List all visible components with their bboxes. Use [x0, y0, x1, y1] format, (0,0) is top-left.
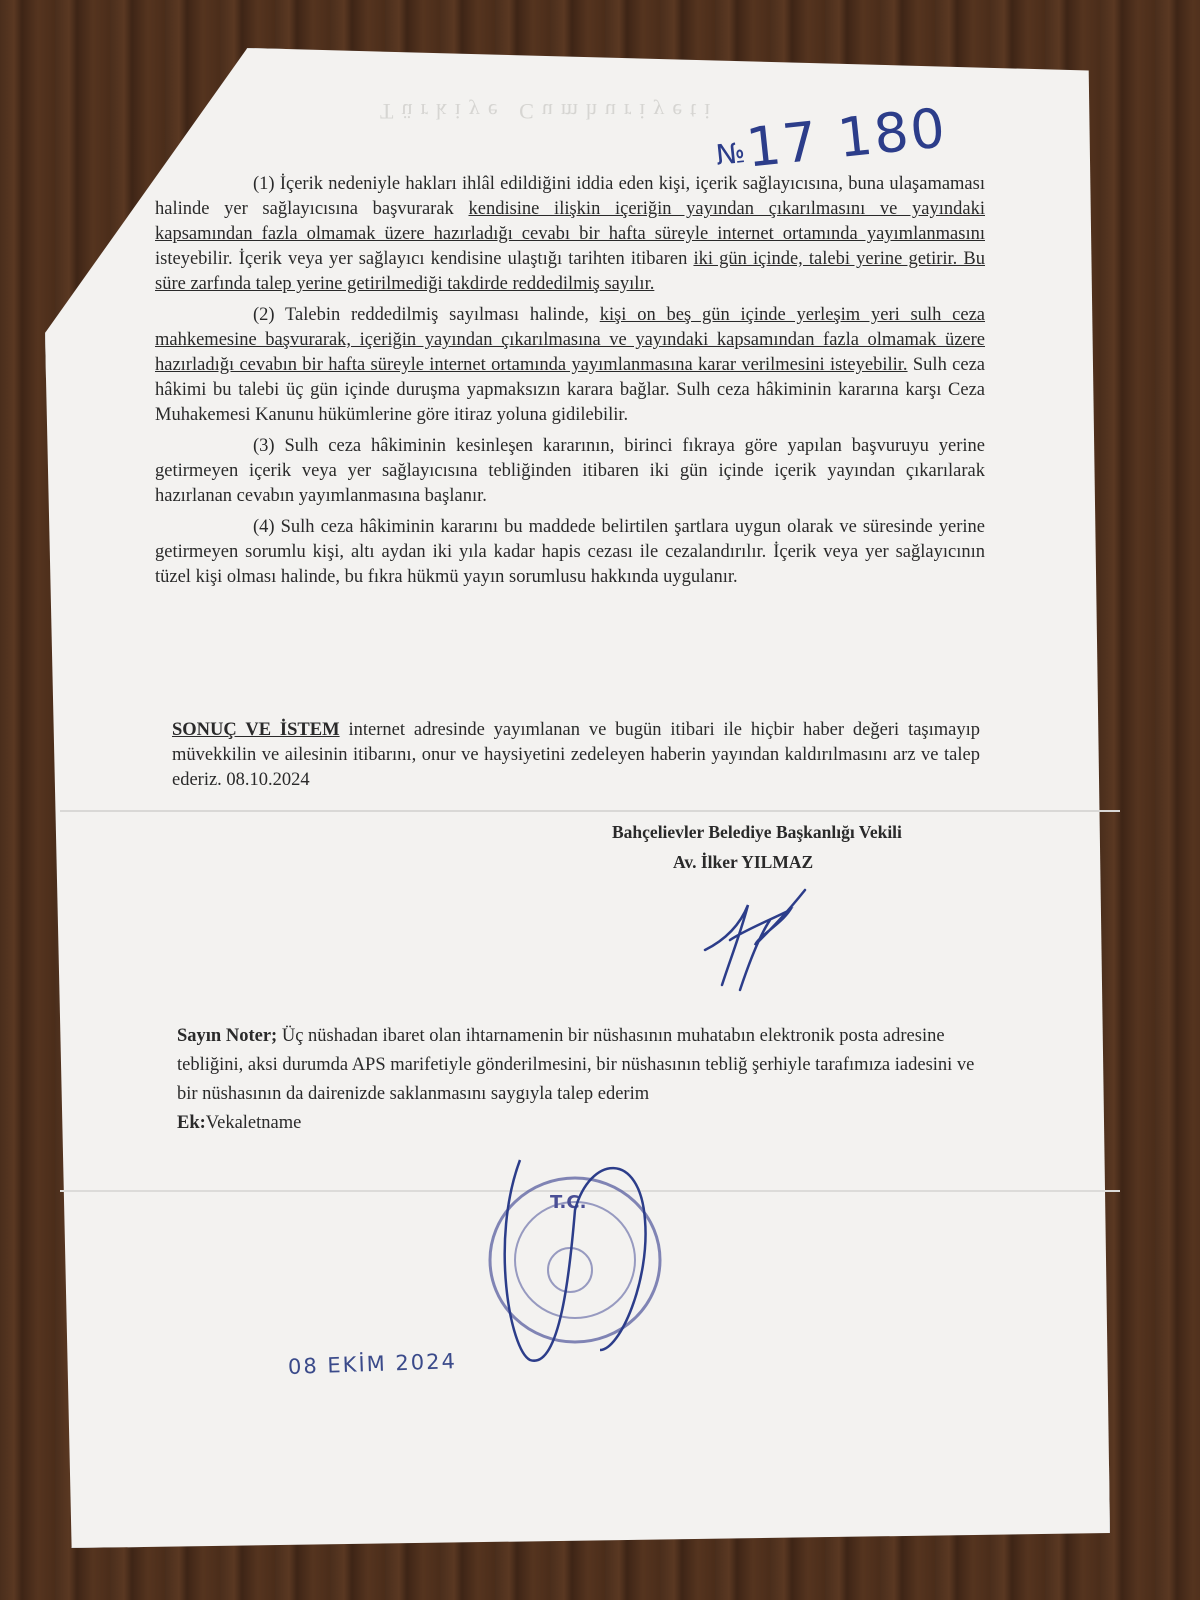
paragraph-1-text: (1) İçerik nedeniyle hakları ihlâl edildiğini iddia eden kişi, içerik sağlayıcısına, buna ulaşamaması halinde yer sağlayıcısına başvurarak — [155, 174, 985, 219]
reference-prefix: № — [714, 135, 749, 172]
seal-text: T.C. — [550, 1192, 587, 1213]
conclusion-heading: SONUÇ VE İSTEM — [172, 720, 340, 740]
conclusion-section — [172, 718, 980, 793]
attachment-label: Ek: — [177, 1113, 206, 1133]
paragraph-2-text: Sulh ceza hâkimi bu talebi üç gün içinde duruşma yapmaksızın karara bağlar. Sulh ceza hâkiminin kararına karşı Ceza Muhakemesi Kanunu hükümlerine göre itiraz yoluna gidilebilir. — [155, 355, 985, 425]
paragraph-1-underlined: iki gün içinde, talebi yerine getirir. Bu süre zarfında talep yerine getirilmediği takdirde reddedilmiş sayılır. — [155, 249, 985, 294]
signatory-name: Av. İlker YILMAZ — [673, 852, 814, 872]
notary-label: Sayın Noter; — [177, 1026, 278, 1046]
paragraph-2 — [155, 303, 985, 428]
paragraph-2-underlined: kişi on beş gün içinde yerleşim yeri sulh ceza mahkemesine başvurarak, içeriğin yayından çıkarılmasına ve yayındaki kapsamından fazla olmamak üzere hazırladığı cevabın bir hafta süreyle internet ortamında yayımlanmasına karar verilmesini isteyebilir. — [155, 305, 986, 375]
fold-line — [60, 810, 1120, 812]
paragraph-2-text: (2) Talebin reddedilmiş sayılması halinde, — [253, 305, 600, 325]
conclusion-text: internet adresinde yayımlanan ve bugün itibari ile hiçbir haber değeri taşımayıp müvekkilin ve ailesinin itibarını, onur ve haysiyetini zedeleyen haberin yayından kaldırılmasını arz ve talep ederiz. 08.10.2024 — [172, 720, 980, 790]
reference-number: 17 180 — [743, 96, 950, 180]
paragraph-1 — [155, 172, 985, 297]
notary-request — [177, 1022, 985, 1138]
paragraph-1-underlined: kendisine ilişkin içeriğin yayından çıkarılmasını ve yayındaki kapsamından fazla olmamak üzere hazırladığı cevabı bir hafta süreyle internet ortamında yayımlanmasını — [155, 199, 985, 244]
date-stamp: 08 EKİM 2024 — [287, 1349, 458, 1379]
signatory-title: Bahçelievler Belediye Başkanlığı Vekili — [612, 822, 902, 842]
handwritten-signature — [700, 880, 820, 1000]
paragraph-1-text: isteyebilir. İçerik veya yer sağlayıcı kendisine ulaştığı tarihten itibaren — [155, 249, 694, 269]
notary-text: Üç nüshadan ibaret olan ihtarnamenin bir nüshasının muhatabın elektronik posta adresine tebliğini, aksi durumda APS marifetiyle gönderilmesini, bir nüshasının tebliğ şerhiyle tarafımıza iadesini ve bir nüshasının da dairenizde saklanmasını saygıyla talep ederim — [177, 1026, 975, 1104]
faint-letterhead: Türkiye Cumhuriyeti — [380, 99, 719, 124]
attachment-value: Vekaletname — [205, 1113, 302, 1133]
paragraph-3: (3) Sulh ceza hâkiminin kesinleşen kararının, birinci fıkraya göre yapılan başvuruyu yerine getirmeyen içerik veya yer sağlayıcısına tebliğinden itibaren iki gün içinde içerik yayından çıkarılarak hazırlanan cevabın yayımlanmasına başlanır. — [155, 436, 985, 506]
paragraph-4: (4) Sulh ceza hâkiminin kararını bu maddede belirtilen şartlara uygun olarak ve süresinde yerine getirmeyen sorumlu kişi, altı aydan iki yıla kadar hapis cezası ile cezalandırılır. İçerik veya yer sağlayıcının tüzel kişi olması halinde, bu fıkra hükmü yayın sorumlusu hakkında uygulanır. — [155, 517, 985, 587]
legal-text — [155, 172, 985, 596]
official-seal — [480, 1150, 680, 1380]
